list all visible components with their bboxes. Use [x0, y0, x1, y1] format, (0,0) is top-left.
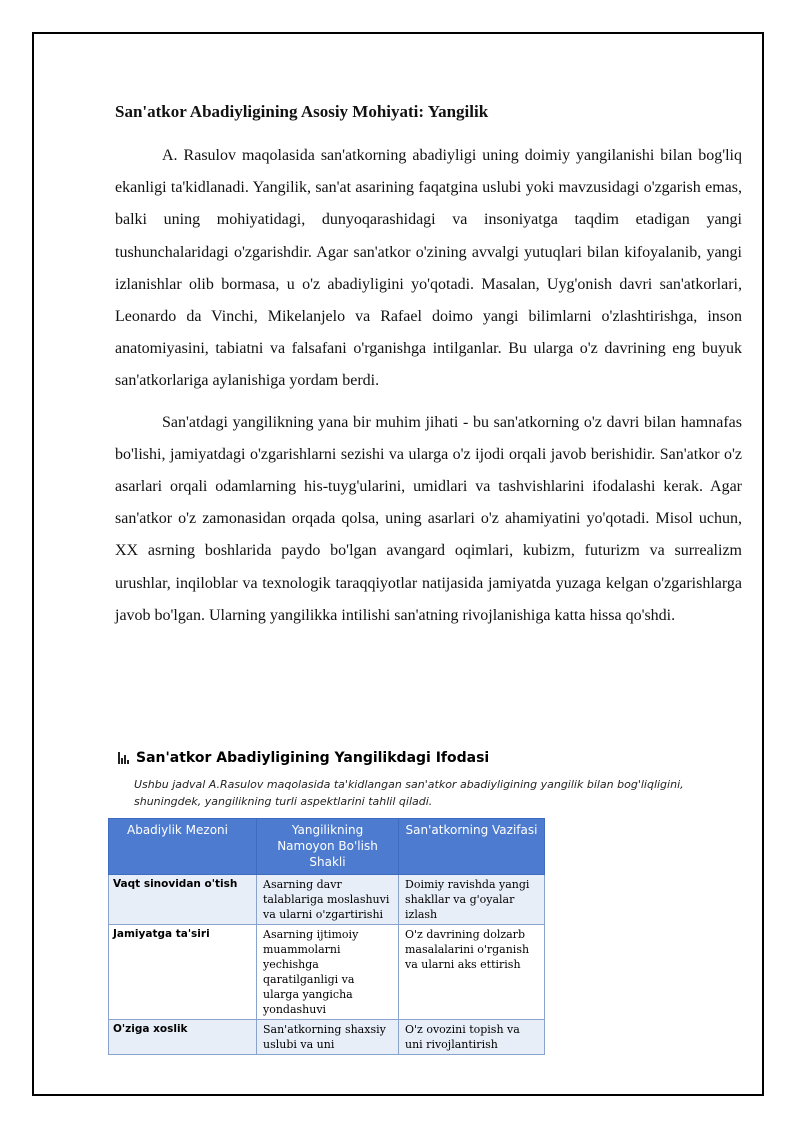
table-caption: Ushbu jadval A.Rasulov maqolasida ta'kidlangan san'atkor abadiyligining yangilik bilan bog'liqligini, shuningdek, yangilikning turli aspektlarini tahlil qiladi. — [134, 778, 684, 808]
table-row — [109, 875, 545, 925]
table-cell: O'z ovozini topish va uni rivojlantirish — [399, 1020, 545, 1055]
table-cell: O'z davrining dolzarb masalalarini o'rganish va ularni aks ettirish — [399, 925, 545, 1020]
table-title — [118, 748, 548, 768]
data-table — [108, 818, 545, 1055]
table-row — [109, 925, 545, 1020]
document-body — [115, 100, 742, 641]
paragraph-2: San'atdagi yangilikning yana bir muhim jihati - bu san'atkorning o'z davri bilan hamnafas bo'lishi, jamiyatdagi o'zgarishlarni sezishi va ularga o'z ijodi orqali javob berishidir. San'atkor o'z asarlari orqali odamlarning his-tuyg'ularini, umidlari va tashvishlarini ifodalashi kerak. Agar san'atkor o'z zamonasidan orqada qolsa, uning asarlari o'z ahamiyatini yo'qotadi. Misol uchun, XX asrning boshlarida paydo bo'lgan avangard oqimlari, kubizm, futurizm va surrealizm urushlar, inqiloblar va texnologik taraqqiyotlar natijasida jamiyatda yuzaga kelgan o'zgarishlarga javob bo'lgan. Ularning yangilikka intilishi san'atning rivojlanishiga katta hissa qo'shdi. — [115, 413, 742, 624]
table-cell: Asarning davr talablariga moslashuvi va ularni o'zgartirishi — [257, 875, 399, 925]
table-title-text: San'atkor Abadiyligining Yangilikdagi Ifodasi — [136, 750, 490, 766]
table-cell: Vaqt sinovidan o'tish — [109, 875, 257, 925]
section-heading: San'atkor Abadiyligining Asosiy Mohiyati: Yangilik — [115, 102, 489, 121]
table-header-cell: Yangilikning Namoyon Bo'lish Shakli — [257, 819, 399, 875]
table-cell: San'atkorning shaxsiy uslubi va uni — [257, 1020, 399, 1055]
table-header-cell: Abadiylik Mezoni — [109, 819, 257, 875]
table-cell: Asarning ijtimoiy muammolarni yechishga qaratilganligi va ularga yangicha yondashuvi — [257, 925, 399, 1020]
table-header-cell: San'atkorning Vazifasi — [399, 819, 545, 875]
table-cell: Jamiyatga ta'siri — [109, 925, 257, 1020]
table-cell: O'ziga xoslik — [109, 1020, 257, 1055]
table-section — [108, 748, 684, 1055]
paragraph-1: A. Rasulov maqolasida san'atkorning abadiyligi uning doimiy yangilanishi bilan bog'liq ekanligi ta'kidlanadi. Yangilik, san'at asarining faqatgina uslubi yoki mavzusidagi o'zgarish emas, balki uning mohiyatidagi, dunyoqarashidagi va insoniyatga taqdim etadigan yangi tushunchalaridagi o'zgarishdir. Agar san'atkor o'zining avvalgi yutuqlari bilan kifoyalanib, yangi izlanishlar olib bormasa, u o'z abadiyligini yo'qotadi. Masalan, Uyg'onish davri san'atkorlari, Leonardo da Vinchi, Mikelanjelo va Rafael doimo yangi bilimlarni o'zlashtirishga, inson anatomiyasini, tabiatni va falsafani o'rganishga intilganlar. Bu ularga o'z davrining eng buyuk san'atkorlariga aylanishiga yordam berdi. — [115, 147, 742, 390]
table-row — [109, 1020, 545, 1055]
table-cell: Doimiy ravishda yangi shakllar va g'oyalar izlash — [399, 875, 545, 925]
bar-chart-icon — [118, 752, 130, 764]
table-header-row — [109, 819, 545, 875]
